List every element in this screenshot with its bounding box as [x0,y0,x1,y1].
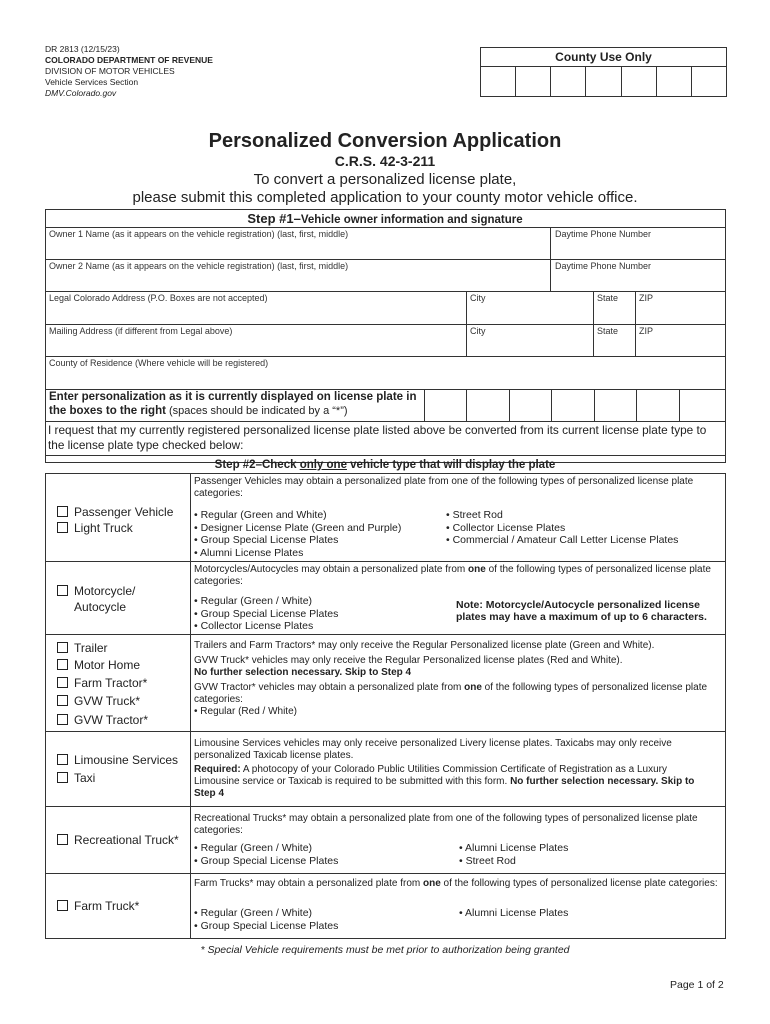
county-cell[interactable] [622,67,657,96]
county-use-box [480,47,727,97]
section: Vehicle Services Section [45,77,139,87]
checkbox[interactable] [57,642,68,653]
moto-intro: Motorcycles/Autocycles may obtain a personalized plate from one of the following types of personalized license plate categories: [194,564,711,587]
plate-char-box[interactable] [596,390,639,421]
vehicle-type-light-truck[interactable]: Light Truck [57,519,133,537]
personalization-label: Enter personalization as it is currently displayed on license plate in the boxes to the right (spaces should be indicated by a “*”) [49,391,417,417]
rec-right-list: • Alumni License Plates • Street Rod [459,842,569,867]
vehicle-type-trailer[interactable]: Trailer [57,639,108,657]
farm-intro: Farm Trucks* may obtain a personalized plate from one of the following types of personalized license plate categories: [194,878,718,889]
checkbox[interactable] [57,522,68,533]
limo-text: Limousine Services vehicles may only receive personalized Livery license plates. Taxicabs may only receive personalized Taxicab license plates. Required: A photocopy of your Colorado Public Utilities Commission Certificate of Registration as a Luxury Limousine service or Taxicab is required to be submitted with this form. No further selection necessary. Skip to Step 4 [194,738,695,799]
footnote: * Special Vehicle requirements must be met prior to authorization being granted [200,944,570,956]
legal-city-field[interactable]: City [470,293,486,303]
plate-character-boxes [425,390,725,421]
page-number: Page 1 of 2 [670,979,724,991]
legal-zip-field[interactable]: ZIP [639,293,654,303]
mailing-state-field[interactable]: State [597,326,619,336]
form-id: DR 2813 (12/15/23) [45,44,120,54]
county-cell[interactable] [586,67,621,96]
checkbox[interactable] [57,772,68,783]
plate-char-box[interactable] [682,390,725,421]
conversion-request: I request that my currently registered personalized license plate listed above be converted from its current license plate type to the license plate type checked below: [48,423,707,452]
vehicle-type-farm-truck[interactable]: Farm Truck* [57,897,139,915]
passenger-right-list: • Street Rod • Collector License Plates • Commercial / Amateur Call Letter License Plates [446,509,679,546]
intro-line-2: please submit this completed application to your county motor vehicle office. [132,189,638,206]
checkbox[interactable] [57,754,68,765]
checkbox[interactable] [57,506,68,517]
owner2-phone-field[interactable]: Daytime Phone Number [555,261,652,271]
page-title: Personalized Conversion Application [208,130,562,152]
mailing-city-field[interactable]: City [470,326,486,336]
trailer-text: Trailers and Farm Tractors* may only receive the Regular Personalized license plate (Green and White). GVW Truck* vehicles may only receive the Regular Personalized license plates (Red and White). No further selection necessary. Skip to Step 4 GVW Tractor* vehicles may obtain a personalized plate from one of the following types of personalized license plate categories: • Regular (Red / White) [194,640,708,717]
statute: C.R.S. 42-3-211 [334,153,436,169]
plate-char-box[interactable] [511,390,554,421]
passenger-left-list: • Regular (Green and White) • Designer License Plate (Green and Purple) • Group Special License Plates • Alumni License Plates [194,509,402,559]
checkbox[interactable] [57,834,68,845]
passenger-intro: Passenger Vehicles may obtain a personalized plate from one of the following types of personalized license plate categories: [194,476,694,499]
vehicle-type-gvw-tractor[interactable]: GVW Tractor* [57,711,148,729]
plate-char-box[interactable] [468,390,511,421]
vehicle-type-motorcycle[interactable]: Motorcycle/ Autocycle [57,583,135,615]
farm-right-list: • Alumni License Plates [459,907,569,919]
vehicle-type-gvw-truck[interactable]: GVW Truck* [57,692,140,710]
intro-line-1: To convert a personalized license plate, [253,171,517,188]
vehicle-type-taxi[interactable]: Taxi [57,769,95,787]
plate-char-box[interactable] [554,390,597,421]
checkbox[interactable] [57,677,68,688]
vehicle-type-limousine[interactable]: Limousine Services [57,751,178,769]
moto-note: Note: Motorcycle/Autocycle personalized license plates may have a maximum of up to 6 characters. [456,599,707,623]
county-use-title: County Use Only [481,48,726,67]
checkbox[interactable] [57,714,68,725]
plate-char-box[interactable] [425,390,468,421]
legal-address-field[interactable]: Legal Colorado Address (P.O. Boxes are not accepted) [49,293,268,303]
department: COLORADO DEPARTMENT OF REVENUE [45,55,213,65]
checkbox[interactable] [57,659,68,670]
step2-title: Step #2–Check only one vehicle type that will display the plate [214,459,556,471]
plate-char-box[interactable] [639,390,682,421]
checkbox[interactable] [57,695,68,706]
rec-intro: Recreational Trucks* may obtain a personalized plate from one of the following types of personalized license plate categories: [194,813,698,836]
vehicle-type-passenger[interactable]: Passenger Vehicle [57,503,173,521]
mailing-address-field[interactable]: Mailing Address (if different from Legal above) [49,326,233,336]
rec-left-list: • Regular (Green / White) • Group Special License Plates [194,842,339,867]
website: DMV.Colorado.gov [45,88,117,98]
mailing-zip-field[interactable]: ZIP [639,326,654,336]
division: DIVISION OF MOTOR VEHICLES [45,66,175,76]
vehicle-type-motor-home[interactable]: Motor Home [57,656,140,674]
vehicle-type-farm-tractor[interactable]: Farm Tractor* [57,674,147,692]
moto-list: • Regular (Green / White) • Group Special License Plates • Collector License Plates [194,595,339,632]
owner1-phone-field[interactable]: Daytime Phone Number [555,229,652,239]
checkbox[interactable] [57,585,68,596]
county-cell[interactable] [551,67,586,96]
owner2-name-field[interactable]: Owner 2 Name (as it appears on the vehicle registration) (last, first, middle) [49,261,349,271]
form-header [45,44,213,99]
step1-title: Step #1–Vehicle owner information and signature [247,211,523,226]
farm-left-list: • Regular (Green / White) • Group Special License Plates [194,907,339,932]
vehicle-type-recreational-truck[interactable]: Recreational Truck* [57,831,179,849]
owner1-name-field[interactable]: Owner 1 Name (as it appears on the vehicle registration) (last, first, middle) [49,229,349,239]
county-residence-field[interactable]: County of Residence (Where vehicle will be registered) [49,358,269,368]
checkbox[interactable] [57,900,68,911]
county-cell[interactable] [657,67,692,96]
county-cell[interactable] [516,67,551,96]
county-cell[interactable] [481,67,516,96]
legal-state-field[interactable]: State [597,293,619,303]
county-cell[interactable] [692,67,726,96]
